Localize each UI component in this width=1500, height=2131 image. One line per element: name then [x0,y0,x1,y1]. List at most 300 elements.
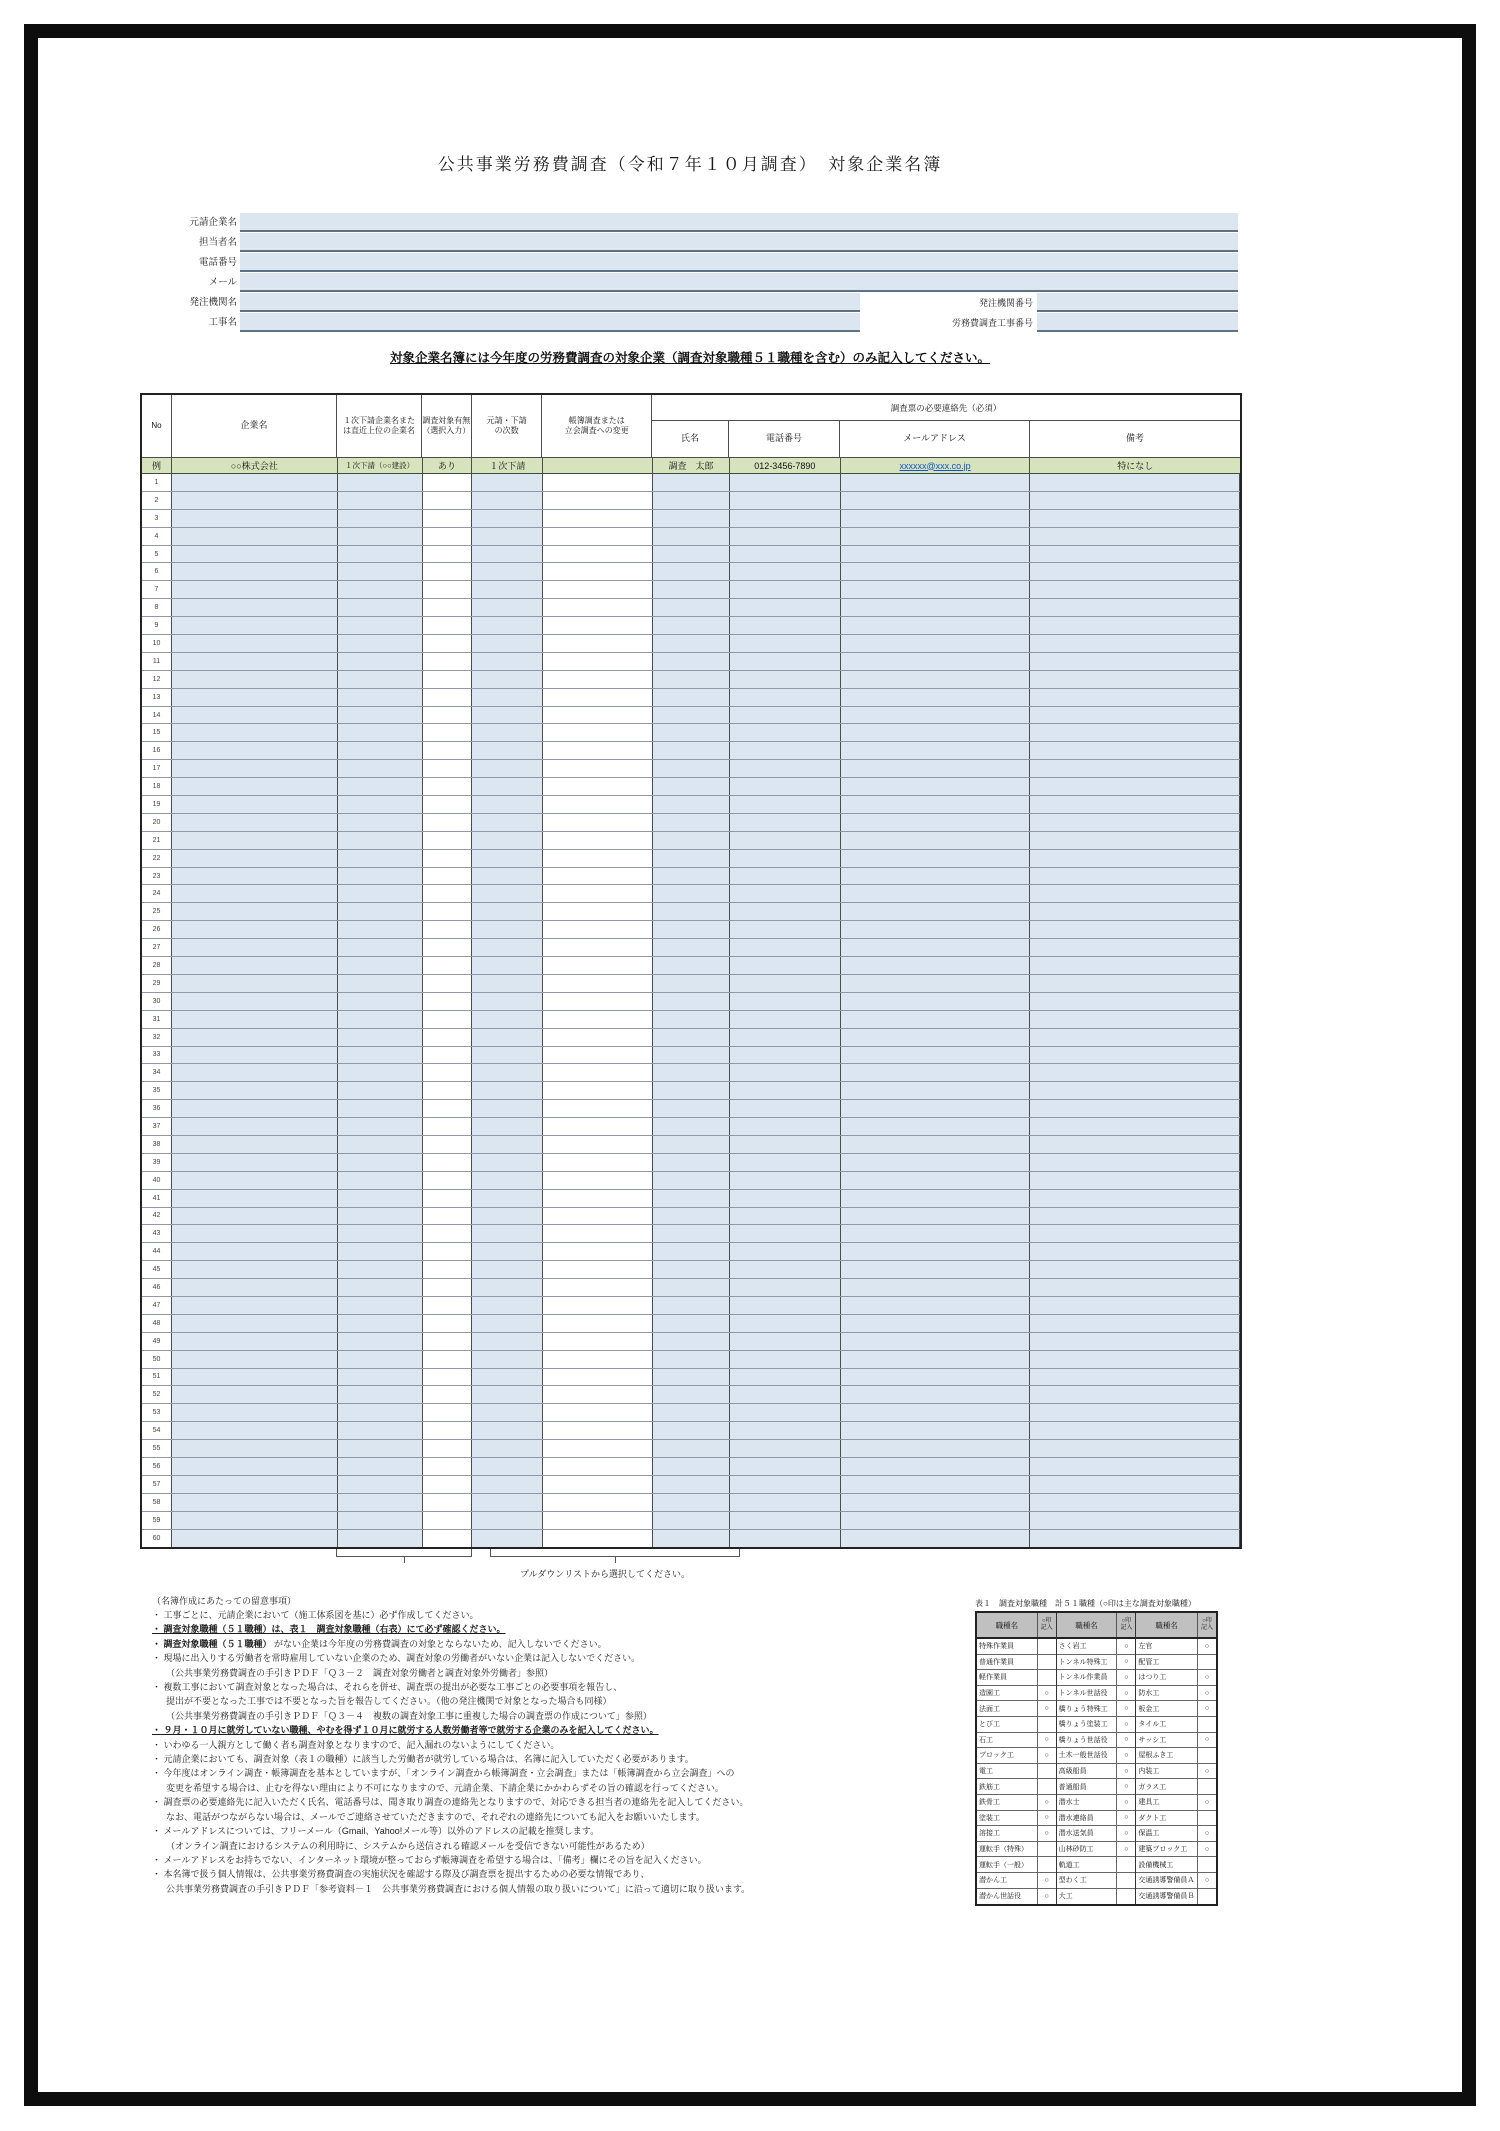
empty-cell[interactable] [472,1333,543,1350]
empty-cell[interactable] [653,546,730,563]
empty-cell[interactable] [172,1243,338,1260]
empty-cell[interactable] [172,724,338,741]
empty-cell[interactable] [423,1261,473,1278]
empty-cell[interactable] [423,1208,473,1225]
empty-cell[interactable] [423,474,473,491]
empty-cell[interactable] [730,1494,841,1511]
empty-cell[interactable] [653,707,730,724]
empty-cell[interactable] [338,850,423,867]
empty-cell[interactable] [338,1422,423,1439]
empty-cell[interactable] [653,760,730,777]
empty-cell[interactable] [172,474,338,491]
empty-cell[interactable] [841,1047,1031,1064]
empty-cell[interactable] [543,671,653,688]
empty-cell[interactable] [730,563,841,580]
empty-cell[interactable] [543,939,653,956]
empty-cell[interactable] [841,1118,1031,1135]
empty-cell[interactable] [841,510,1031,527]
empty-cell[interactable] [543,1136,653,1153]
empty-cell[interactable] [472,814,543,831]
empty-cell[interactable] [423,778,473,795]
empty-cell[interactable] [423,581,473,598]
empty-cell[interactable] [338,1225,423,1242]
empty-cell[interactable] [841,868,1031,885]
empty-cell[interactable] [172,1100,338,1117]
empty-cell[interactable] [472,1494,543,1511]
empty-cell[interactable] [338,581,423,598]
empty-cell[interactable] [730,778,841,795]
empty-cell[interactable] [653,1386,730,1403]
empty-cell[interactable] [172,1458,338,1475]
empty-cell[interactable] [172,510,338,527]
empty-cell[interactable] [472,1279,543,1296]
empty-cell[interactable] [730,546,841,563]
empty-cell[interactable] [423,1064,473,1081]
empty-cell[interactable] [653,635,730,652]
empty-cell[interactable] [653,1404,730,1421]
empty-cell[interactable] [543,1154,653,1171]
empty-cell[interactable] [1030,724,1240,741]
empty-cell[interactable] [653,1225,730,1242]
empty-cell[interactable] [841,617,1031,634]
empty-cell[interactable] [653,1440,730,1457]
empty-cell[interactable] [1030,1494,1240,1511]
empty-cell[interactable] [472,671,543,688]
empty-cell[interactable] [1030,1011,1240,1028]
empty-cell[interactable] [172,1082,338,1099]
empty-cell[interactable] [472,1297,543,1314]
empty-cell[interactable] [472,1118,543,1135]
empty-cell[interactable] [338,617,423,634]
empty-cell[interactable] [730,474,841,491]
empty-cell[interactable] [338,635,423,652]
empty-cell[interactable] [338,563,423,580]
empty-cell[interactable] [543,1351,653,1368]
empty-cell[interactable] [338,1154,423,1171]
empty-cell[interactable] [1030,1351,1240,1368]
empty-cell[interactable] [653,1297,730,1314]
empty-cell[interactable] [543,1261,653,1278]
empty-cell[interactable] [543,1047,653,1064]
empty-cell[interactable] [543,689,653,706]
empty-cell[interactable] [841,492,1031,509]
empty-cell[interactable] [472,760,543,777]
empty-cell[interactable] [338,1351,423,1368]
empty-cell[interactable] [730,707,841,724]
empty-cell[interactable] [423,1011,473,1028]
empty-cell[interactable] [423,1333,473,1350]
empty-cell[interactable] [172,671,338,688]
empty-cell[interactable] [841,671,1031,688]
empty-cell[interactable] [1030,492,1240,509]
empty-cell[interactable] [423,1404,473,1421]
empty-cell[interactable] [543,1100,653,1117]
empty-cell[interactable] [472,546,543,563]
empty-cell[interactable] [543,1243,653,1260]
empty-cell[interactable] [841,760,1031,777]
empty-cell[interactable] [653,742,730,759]
empty-cell[interactable] [730,1208,841,1225]
empty-cell[interactable] [472,1404,543,1421]
empty-cell[interactable] [653,1369,730,1386]
empty-cell[interactable] [730,1243,841,1260]
empty-cell[interactable] [841,832,1031,849]
empty-cell[interactable] [653,1064,730,1081]
empty-cell[interactable] [338,993,423,1010]
empty-cell[interactable] [543,1494,653,1511]
empty-cell[interactable] [172,1136,338,1153]
empty-cell[interactable] [423,1154,473,1171]
empty-cell[interactable] [423,1386,473,1403]
empty-cell[interactable] [653,1029,730,1046]
example-email-link[interactable]: xxxxxx@xxx.co.jp [899,460,971,471]
empty-cell[interactable] [1030,599,1240,616]
empty-cell[interactable] [1030,1047,1240,1064]
empty-cell[interactable] [472,563,543,580]
empty-cell[interactable] [653,689,730,706]
empty-cell[interactable] [1030,1440,1240,1457]
empty-cell[interactable] [841,581,1031,598]
empty-cell[interactable] [1030,1154,1240,1171]
empty-cell[interactable] [543,1029,653,1046]
empty-cell[interactable] [472,1064,543,1081]
empty-cell[interactable] [423,546,473,563]
empty-cell[interactable] [172,563,338,580]
empty-cell[interactable] [543,975,653,992]
empty-cell[interactable] [841,796,1031,813]
empty-cell[interactable] [423,492,473,509]
empty-cell[interactable] [1030,1064,1240,1081]
empty-cell[interactable] [172,1369,338,1386]
empty-cell[interactable] [472,1154,543,1171]
agency-field[interactable] [240,293,860,312]
empty-cell[interactable] [841,635,1031,652]
empty-cell[interactable] [543,921,653,938]
empty-cell[interactable] [730,689,841,706]
empty-cell[interactable] [543,885,653,902]
empty-cell[interactable] [338,528,423,545]
empty-cell[interactable] [423,1082,473,1099]
empty-cell[interactable] [841,1029,1031,1046]
empty-cell[interactable] [1030,1297,1240,1314]
empty-cell[interactable] [423,1243,473,1260]
empty-cell[interactable] [472,1315,543,1332]
empty-cell[interactable] [423,868,473,885]
empty-cell[interactable] [1030,742,1240,759]
empty-cell[interactable] [472,1100,543,1117]
empty-cell[interactable] [423,510,473,527]
empty-cell[interactable] [423,1190,473,1207]
empty-cell[interactable] [338,689,423,706]
empty-cell[interactable] [423,1422,473,1439]
empty-cell[interactable] [338,1118,423,1135]
empty-cell[interactable] [543,1190,653,1207]
empty-cell[interactable] [730,1458,841,1475]
empty-cell[interactable] [841,599,1031,616]
empty-cell[interactable] [338,1064,423,1081]
empty-cell[interactable] [338,903,423,920]
empty-cell[interactable] [653,1136,730,1153]
empty-cell[interactable] [423,724,473,741]
empty-cell[interactable] [841,1404,1031,1421]
empty-cell[interactable] [543,1440,653,1457]
empty-cell[interactable] [472,1440,543,1457]
empty-cell[interactable] [172,939,338,956]
empty-cell[interactable] [543,742,653,759]
empty-cell[interactable] [1030,1261,1240,1278]
empty-cell[interactable] [543,778,653,795]
empty-cell[interactable] [841,563,1031,580]
empty-cell[interactable] [423,1458,473,1475]
empty-cell[interactable] [543,1458,653,1475]
empty-cell[interactable] [472,939,543,956]
empty-cell[interactable] [1030,1029,1240,1046]
empty-cell[interactable] [338,742,423,759]
empty-cell[interactable] [172,1333,338,1350]
empty-cell[interactable] [423,921,473,938]
empty-cell[interactable] [172,850,338,867]
empty-cell[interactable] [841,1243,1031,1260]
empty-cell[interactable] [338,1279,423,1296]
empty-cell[interactable] [472,1351,543,1368]
empty-cell[interactable] [730,957,841,974]
empty-cell[interactable] [730,724,841,741]
empty-cell[interactable] [1030,1208,1240,1225]
empty-cell[interactable] [730,653,841,670]
empty-cell[interactable] [338,975,423,992]
empty-cell[interactable] [472,957,543,974]
empty-cell[interactable] [653,1208,730,1225]
empty-cell[interactable] [423,993,473,1010]
empty-cell[interactable] [338,1297,423,1314]
empty-cell[interactable] [472,528,543,545]
empty-cell[interactable] [543,850,653,867]
empty-cell[interactable] [172,796,338,813]
empty-cell[interactable] [338,546,423,563]
empty-cell[interactable] [841,1440,1031,1457]
empty-cell[interactable] [423,1530,473,1548]
empty-cell[interactable] [730,510,841,527]
empty-cell[interactable] [1030,760,1240,777]
empty-cell[interactable] [423,850,473,867]
empty-cell[interactable] [730,1279,841,1296]
empty-cell[interactable] [172,635,338,652]
empty-cell[interactable] [841,993,1031,1010]
empty-cell[interactable] [472,796,543,813]
empty-cell[interactable] [338,814,423,831]
empty-cell[interactable] [172,760,338,777]
empty-cell[interactable] [543,492,653,509]
empty-cell[interactable] [653,939,730,956]
empty-cell[interactable] [1030,1243,1240,1260]
empty-cell[interactable] [338,671,423,688]
empty-cell[interactable] [1030,975,1240,992]
agency-number-field[interactable] [1037,293,1238,312]
empty-cell[interactable] [338,1011,423,1028]
empty-cell[interactable] [472,707,543,724]
empty-cell[interactable] [543,546,653,563]
empty-cell[interactable] [653,671,730,688]
empty-cell[interactable] [172,1476,338,1493]
empty-cell[interactable] [172,528,338,545]
empty-cell[interactable] [423,1279,473,1296]
empty-cell[interactable] [841,1190,1031,1207]
empty-cell[interactable] [423,671,473,688]
empty-cell[interactable] [172,1297,338,1314]
empty-cell[interactable] [841,1297,1031,1314]
empty-cell[interactable] [172,1512,338,1529]
empty-cell[interactable] [543,957,653,974]
empty-cell[interactable] [172,581,338,598]
empty-cell[interactable] [653,1530,730,1548]
empty-cell[interactable] [543,1422,653,1439]
empty-cell[interactable] [730,1172,841,1189]
empty-cell[interactable] [730,599,841,616]
empty-cell[interactable] [543,1208,653,1225]
empty-cell[interactable] [653,868,730,885]
empty-cell[interactable] [653,724,730,741]
empty-cell[interactable] [1030,1476,1240,1493]
empty-cell[interactable] [841,474,1031,491]
empty-cell[interactable] [653,1315,730,1332]
empty-cell[interactable] [338,796,423,813]
empty-cell[interactable] [472,599,543,616]
empty-cell[interactable] [653,1476,730,1493]
empty-cell[interactable] [172,617,338,634]
empty-cell[interactable] [730,1190,841,1207]
empty-cell[interactable] [1030,1279,1240,1296]
empty-cell[interactable] [543,832,653,849]
empty-cell[interactable] [423,1440,473,1457]
empty-cell[interactable] [472,1458,543,1475]
empty-cell[interactable] [472,975,543,992]
empty-cell[interactable] [730,885,841,902]
empty-cell[interactable] [653,1118,730,1135]
empty-cell[interactable] [338,1172,423,1189]
empty-cell[interactable] [1030,868,1240,885]
empty-cell[interactable] [472,1422,543,1439]
phone-field[interactable] [240,253,1238,272]
empty-cell[interactable] [730,1369,841,1386]
empty-cell[interactable] [730,1136,841,1153]
empty-cell[interactable] [730,742,841,759]
empty-cell[interactable] [472,850,543,867]
empty-cell[interactable] [653,1494,730,1511]
empty-cell[interactable] [172,1225,338,1242]
empty-cell[interactable] [543,474,653,491]
empty-cell[interactable] [472,903,543,920]
empty-cell[interactable] [472,1208,543,1225]
empty-cell[interactable] [730,1154,841,1171]
empty-cell[interactable] [338,1243,423,1260]
empty-cell[interactable] [1030,1315,1240,1332]
empty-cell[interactable] [730,1440,841,1457]
empty-cell[interactable] [338,1440,423,1457]
empty-cell[interactable] [172,492,338,509]
empty-cell[interactable] [172,975,338,992]
empty-cell[interactable] [172,1494,338,1511]
empty-cell[interactable] [472,1261,543,1278]
empty-cell[interactable] [730,1386,841,1403]
empty-cell[interactable] [543,814,653,831]
empty-cell[interactable] [653,1011,730,1028]
empty-cell[interactable] [472,724,543,741]
empty-cell[interactable] [423,1369,473,1386]
empty-cell[interactable] [1030,1369,1240,1386]
empty-cell[interactable] [653,1047,730,1064]
empty-cell[interactable] [1030,1386,1240,1403]
empty-cell[interactable] [841,653,1031,670]
empty-cell[interactable] [172,1011,338,1028]
empty-cell[interactable] [423,885,473,902]
empty-cell[interactable] [730,1261,841,1278]
empty-cell[interactable] [841,707,1031,724]
empty-cell[interactable] [423,1494,473,1511]
empty-cell[interactable] [338,1047,423,1064]
empty-cell[interactable] [338,1029,423,1046]
empty-cell[interactable] [338,885,423,902]
empty-cell[interactable] [472,581,543,598]
empty-cell[interactable] [1030,1172,1240,1189]
empty-cell[interactable] [1030,1422,1240,1439]
empty-cell[interactable] [172,1279,338,1296]
empty-cell[interactable] [338,1458,423,1475]
empty-cell[interactable] [338,1082,423,1099]
empty-cell[interactable] [338,939,423,956]
empty-cell[interactable] [543,1082,653,1099]
empty-cell[interactable] [338,1100,423,1117]
empty-cell[interactable] [423,653,473,670]
empty-cell[interactable] [1030,635,1240,652]
empty-cell[interactable] [338,1512,423,1529]
empty-cell[interactable] [841,957,1031,974]
empty-cell[interactable] [172,742,338,759]
empty-cell[interactable] [653,975,730,992]
empty-cell[interactable] [172,689,338,706]
empty-cell[interactable] [472,1512,543,1529]
empty-cell[interactable] [338,760,423,777]
empty-cell[interactable] [730,1530,841,1548]
empty-cell[interactable] [1030,689,1240,706]
empty-cell[interactable] [472,1476,543,1493]
empty-cell[interactable] [472,635,543,652]
empty-cell[interactable] [1030,850,1240,867]
empty-cell[interactable] [543,1225,653,1242]
empty-cell[interactable] [172,1440,338,1457]
empty-cell[interactable] [472,653,543,670]
empty-cell[interactable] [653,1172,730,1189]
empty-cell[interactable] [472,617,543,634]
empty-cell[interactable] [841,1100,1031,1117]
empty-cell[interactable] [472,1386,543,1403]
empty-cell[interactable] [1030,528,1240,545]
empty-cell[interactable] [730,671,841,688]
empty-cell[interactable] [543,563,653,580]
empty-cell[interactable] [841,1386,1031,1403]
empty-cell[interactable] [338,1476,423,1493]
empty-cell[interactable] [730,921,841,938]
empty-cell[interactable] [423,1512,473,1529]
empty-cell[interactable] [543,1386,653,1403]
empty-cell[interactable] [730,1476,841,1493]
empty-cell[interactable] [1030,814,1240,831]
empty-cell[interactable] [730,1333,841,1350]
empty-cell[interactable] [543,1333,653,1350]
empty-cell[interactable] [841,546,1031,563]
empty-cell[interactable] [730,1351,841,1368]
empty-cell[interactable] [841,1530,1031,1548]
empty-cell[interactable] [1030,1404,1240,1421]
